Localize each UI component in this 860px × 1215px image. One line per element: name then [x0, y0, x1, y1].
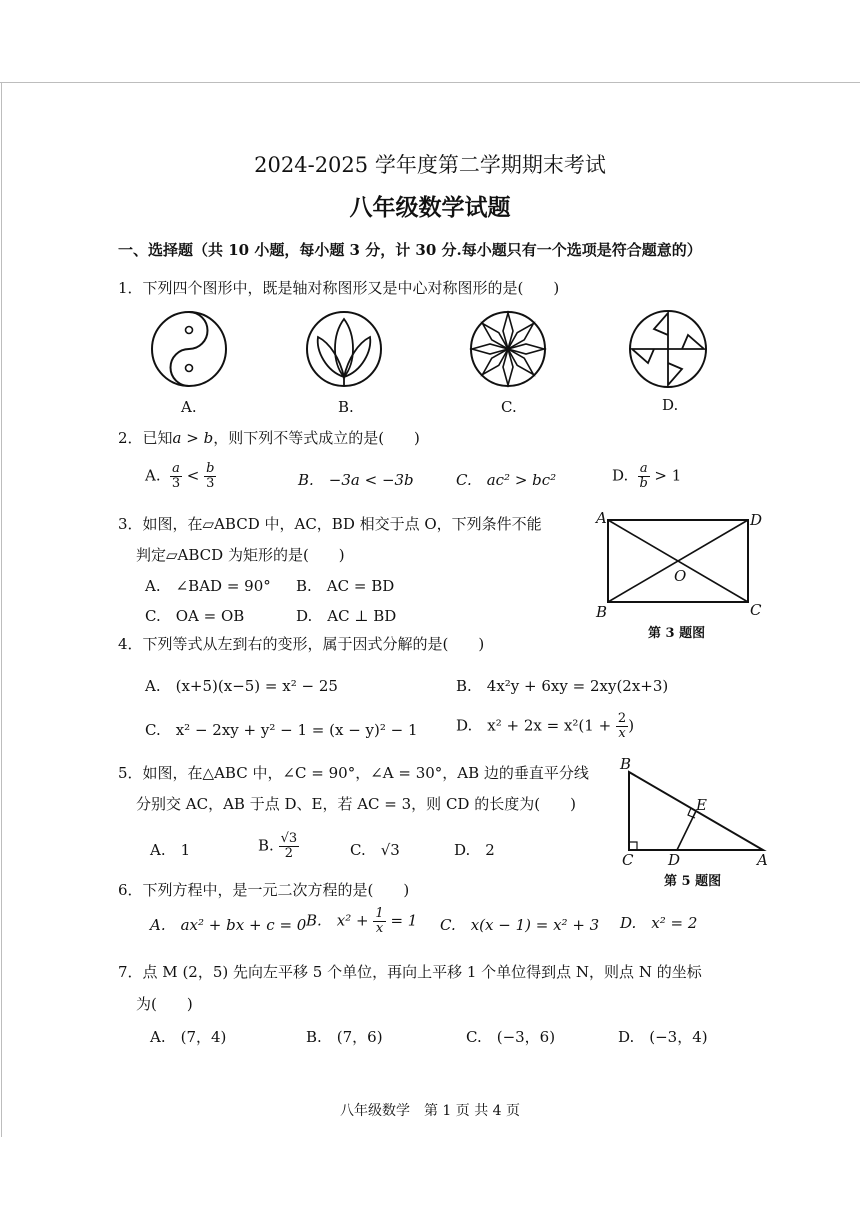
question-3-stem-line2: 判定▱ABCD 为矩形的是( )	[136, 546, 345, 564]
q3-fig-label-o: O	[674, 567, 687, 585]
question-3-stem-line1: 3．如图，在▱ABCD 中，AC，BD 相交于点 O，下列条件不能	[118, 515, 542, 533]
q5-fig-label-c: C	[622, 851, 634, 869]
q3-fig-label-a: A	[596, 509, 607, 527]
q2-option-a: A. $\frac{a}{3}$ < $\frac{b}{3}$	[145, 461, 215, 491]
q1-label-a: A.	[181, 398, 197, 416]
q2-option-c: C. ac² > bc²	[456, 471, 557, 489]
q3-figure-rectangle	[590, 505, 770, 620]
q7-option-a: A. (7，4)	[150, 1028, 227, 1046]
q7-option-b: B. (7，6)	[306, 1028, 383, 1046]
q4-option-d: D. x² + 2x = x²(1 + $\frac{2}{x}$ )	[456, 711, 635, 741]
q6-option-a: A. ax² + bx + c = 0	[150, 916, 307, 934]
q2-option-b: B. −3a < −3b	[298, 471, 414, 489]
q5-figure-caption: 第 5 题图	[664, 874, 722, 889]
question-5-stem-line2: 分别交 AC，AB 于点 D、E，若 AC = 3，则 CD 的长度为( )	[136, 795, 576, 813]
page-border-left	[1, 82, 2, 1137]
q6-option-c: C. x(x − 1) = x² + 3	[440, 916, 600, 934]
q4-option-a: A. (x+5)(x−5) = x² − 25	[145, 677, 338, 695]
q5-fig-label-a: A	[757, 851, 768, 869]
q1-figure-d-pinwheel	[628, 305, 708, 393]
q1-figure-c-star	[470, 305, 546, 393]
exam-title: 2024-2025 学年度第二学期期末考试	[254, 153, 606, 177]
q3-fig-label-c: C	[750, 601, 762, 619]
q5-option-c: C. √3	[350, 841, 400, 859]
q3-fig-label-b: B	[596, 603, 608, 621]
q1-label-b: B.	[338, 398, 354, 416]
question-5-stem-line1: 5．如图，在△ABC 中，∠C = 90°，∠A = 30°，AB 边的垂直平分线	[118, 764, 589, 782]
q7-option-c: C. (−3，6)	[466, 1028, 556, 1046]
q1-figure-a-yinyang	[151, 305, 227, 393]
q4-option-c: C. x² − 2xy + y² − 1 = (x − y)² − 1	[145, 721, 418, 739]
q1-figure-b-lotus	[306, 305, 382, 393]
question-6-stem: 6．下列方程中，是一元二次方程的是( )	[118, 881, 410, 899]
q1-label-d: D.	[662, 396, 679, 414]
page-footer: 八年级数学 第 1 页 共 4 页	[339, 1103, 521, 1119]
q3-fig-label-d: D	[750, 511, 763, 529]
q5-fig-label-e: E	[696, 796, 707, 814]
q1-label-c: C.	[501, 398, 517, 416]
q7-option-d: D. (−3，4)	[618, 1028, 708, 1046]
question-1-stem: 1．下列四个图形中，既是轴对称图形又是中心对称图形的是( )	[118, 279, 560, 297]
page-border-top	[0, 82, 860, 83]
q3-option-a: A. ∠BAD = 90°	[145, 577, 271, 595]
question-4-stem: 4．下列等式从左到右的变形，属于因式分解的是( )	[118, 635, 485, 653]
q4-option-b: B. 4x²y + 6xy = 2xy(2x+3)	[456, 677, 669, 695]
q3-option-c: C. OA = OB	[145, 607, 245, 625]
exam-subtitle: 八年级数学试题	[349, 194, 511, 221]
q6-option-b: B. x² + $\frac{1}{x}$ = 1	[306, 906, 418, 936]
question-7-stem-line2: 为( )	[136, 995, 193, 1013]
q5-option-d: D. 2	[454, 841, 495, 859]
q6-option-d: D. x² = 2	[620, 914, 698, 932]
q2-option-d: D. $\frac{a}{b}$ > 1	[612, 461, 682, 491]
q5-fig-label-b: B	[620, 755, 632, 773]
q3-figure-caption: 第 3 题图	[648, 626, 706, 641]
q3-option-d: D. AC ⊥ BD	[296, 607, 397, 625]
question-2-stem: 2．已知a > b，则下列不等式成立的是( )	[118, 429, 420, 447]
q5-figure-triangle	[615, 760, 775, 870]
q5-fig-label-d: D	[668, 851, 681, 869]
q5-option-a: A. 1	[150, 841, 191, 859]
section-heading: 一、选择题（共 10 小题，每小题 3 分，计 30 分.每小题只有一个选项是符合题意的）	[118, 241, 702, 259]
q5-option-b: B. $\frac{√3}{2}$	[258, 831, 298, 861]
q3-option-b: B. AC = BD	[296, 577, 395, 595]
question-7-stem-line1: 7．点 M (2，5) 先向左平移 5 个单位，再向上平移 1 个单位得到点 N，则点 N 的坐标	[118, 963, 702, 981]
